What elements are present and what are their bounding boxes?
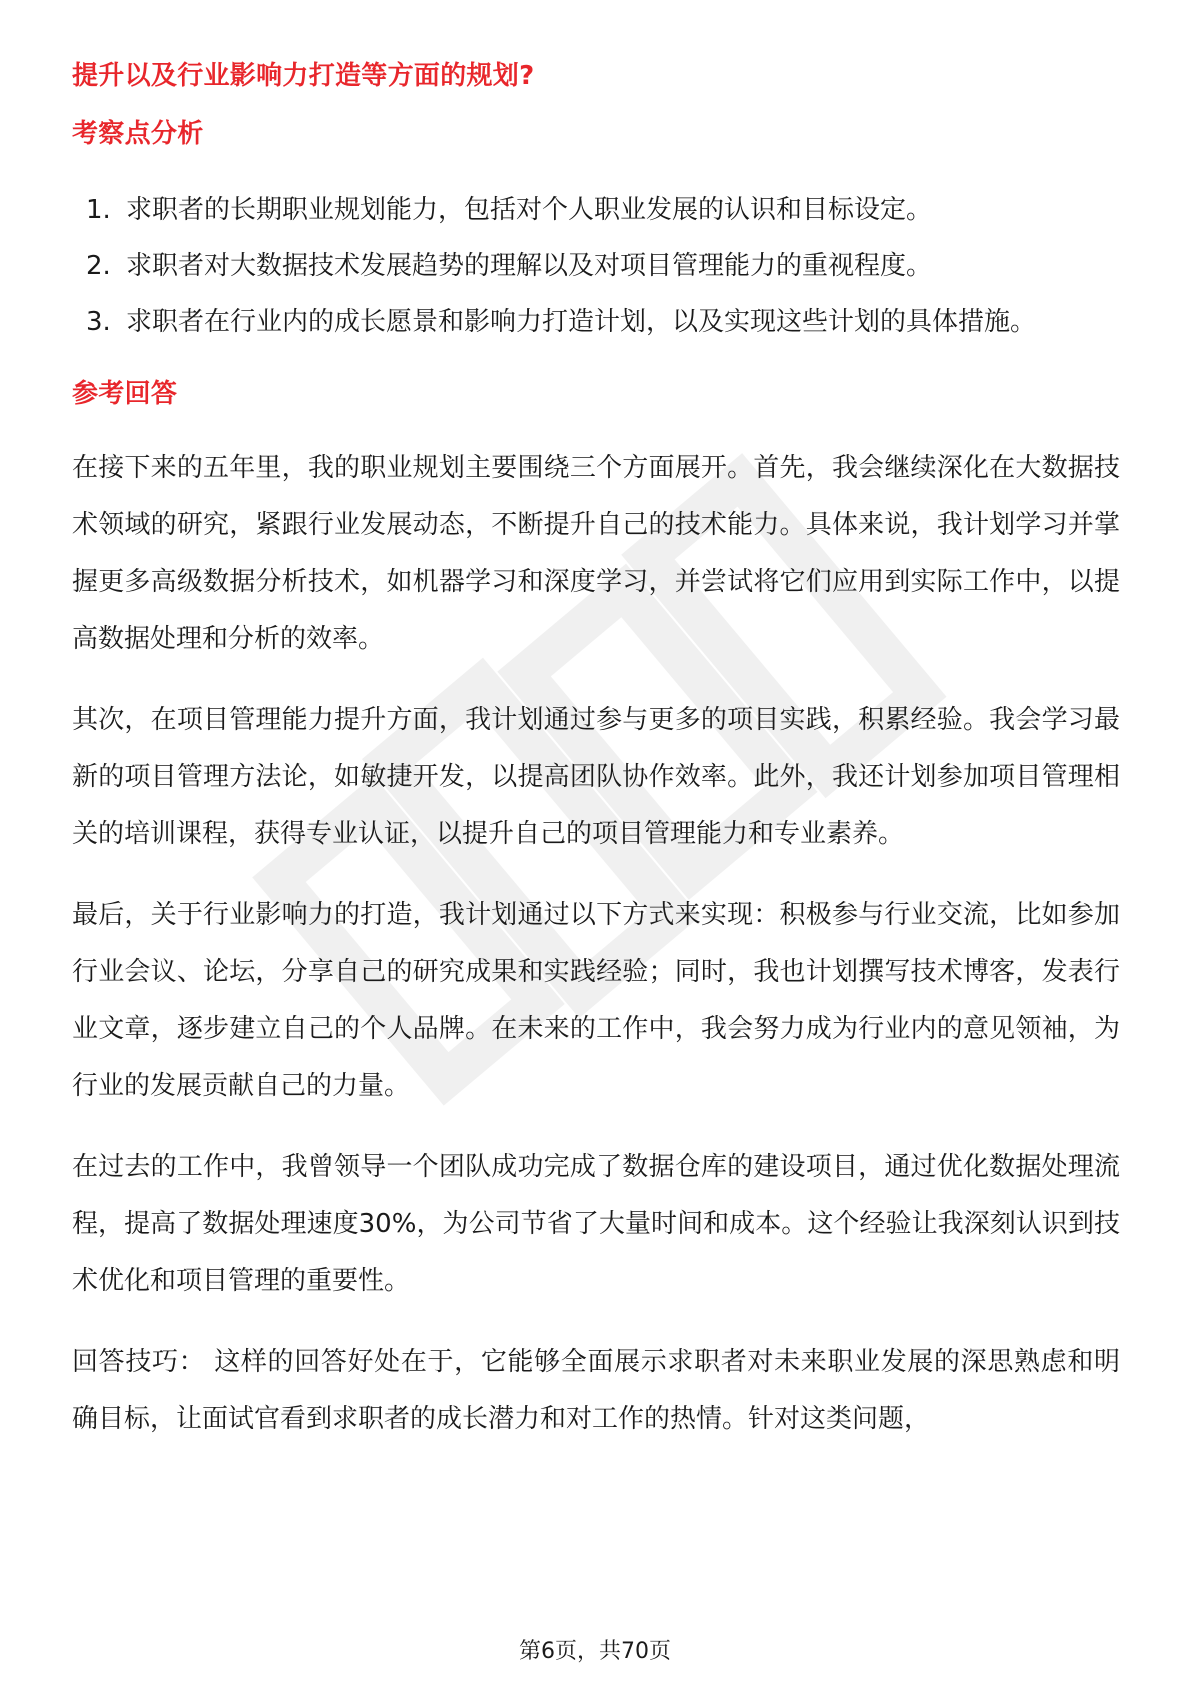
answer-heading: 参考回答 xyxy=(72,379,178,409)
answer-tips-paragraph: 回答技巧： 这样的回答好处在于，它能够全面展示求职者对未来职业发展的深思熟虑和明确目标，让面试官看到求职者的成长潜力和对工作的热情。针对这类问题， xyxy=(72,1347,1120,1434)
list-item xyxy=(72,182,1112,238)
answer-paragraph: 在过去的工作中，我曾领导一个团队成功完成了数据仓库的建设项目，通过优化数据处理流程，提高了数据处理速度30%，为公司节省了大量时间和成本。这个经验让我深刻认识到技术优化和项目管理的重要性。 xyxy=(72,1152,1120,1296)
list-item-text: 求职者在行业内的成长愿景和影响力打造计划，以及实现这些计划的具体措施。 xyxy=(126,307,1037,337)
list-item-text: 求职者的长期职业规划能力，包括对个人职业发展的认识和目标设定。 xyxy=(126,195,933,225)
analysis-heading: 考察点分析 xyxy=(72,119,204,149)
list-item xyxy=(72,294,1112,350)
page-content xyxy=(72,56,1120,1448)
list-item-text: 求职者对大数据技术发展趋势的理解以及对项目管理能力的重视程度。 xyxy=(126,251,933,281)
answer-paragraph: 其次，在项目管理能力提升方面，我计划通过参与更多的项目实践，积累经验。我会学习最新的项目管理方法论，如敏捷开发，以提高团队协作效率。此外，我还计划参加项目管理相关的培训课程，获得专业认证，以提升自己的项目管理能力和专业素养。 xyxy=(72,705,1120,849)
answer-paragraph: 最后，关于行业影响力的打造，我计划通过以下方式来实现：积极参与行业交流，比如参加行业会议、论坛，分享自己的研究成果和实践经验；同时，我也计划撰写技术博客，发表行业文章，逐步建立自己的个人品牌。在未来的工作中，我会努力成为行业内的意见领袖，为行业的发展贡献自己的力量。 xyxy=(72,900,1120,1101)
list-item-number: 3. xyxy=(86,307,111,337)
page-number: 第6页，共70页 xyxy=(519,1639,671,1664)
list-item-number: 1. xyxy=(86,195,111,225)
list-item xyxy=(72,238,1112,294)
list-item-number: 2. xyxy=(86,251,111,281)
answer-paragraph: 在接下来的五年里，我的职业规划主要围绕三个方面展开。首先，我会继续深化在大数据技术领域的研究，紧跟行业发展动态，不断提升自己的技术能力。具体来说，我计划学习并掌握更多高级数据分析技术，如机器学习和深度学习，并尝试将它们应用到实际工作中，以提高数据处理和分析的效率。 xyxy=(72,453,1120,654)
analysis-list xyxy=(72,182,1120,350)
question-title: 提升以及行业影响力打造等方面的规划? xyxy=(72,61,535,91)
